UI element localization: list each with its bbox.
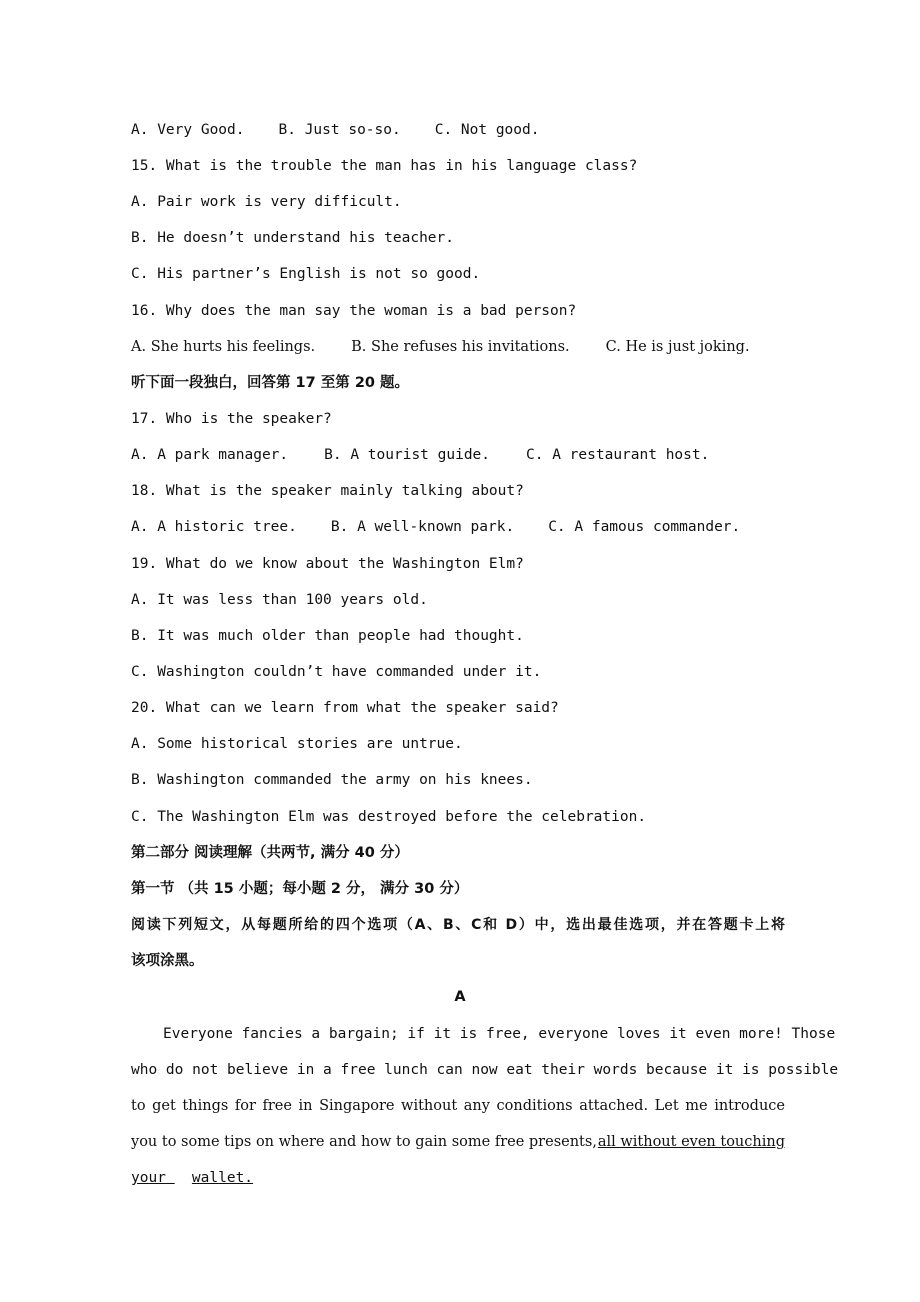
part2-title: 第二部分 阅读理解（共两节, 满分 40 分） bbox=[131, 845, 409, 861]
q15-option-b: B. He doesn’t understand his teacher. bbox=[131, 230, 455, 246]
q19-option-b: B. It was much older than people had thought. bbox=[131, 628, 524, 644]
q15-option-c: C. His partner’s English is not so good. bbox=[131, 266, 481, 282]
underline-blank bbox=[166, 1168, 184, 1188]
q16-options bbox=[131, 337, 750, 357]
q17-options bbox=[131, 445, 709, 465]
passage-underlined-phrase: all without even touching bbox=[597, 1134, 785, 1150]
passage-heading: A bbox=[454, 989, 466, 1005]
q15-question: 15. What is the trouble the man has in his language class? bbox=[131, 158, 638, 174]
q20-question: 20. What can we learn from what the speaker said? bbox=[131, 700, 559, 716]
q20-option-b: B. Washington commanded the army on his knees. bbox=[131, 772, 533, 788]
q18-option-b: B. A well-known park. bbox=[330, 519, 515, 535]
monologue-instruction: 听下面一段独白，回答第 17 至第 20 题。 bbox=[131, 375, 410, 391]
passage-line-2: who do not believe in a free lunch can now eat their words because it is possible bbox=[131, 1062, 839, 1078]
q16-option-c: C. He is just joking. bbox=[605, 339, 750, 355]
passage-line-3: to get things for free in Singapore without any conditions attached. Let me introduce bbox=[131, 1098, 785, 1114]
q19-question: 19. What do we know about the Washington Elm? bbox=[131, 556, 524, 572]
q19-option-c: C. Washington couldn’t have commanded under it. bbox=[131, 664, 542, 680]
passage-line-4 bbox=[131, 1132, 785, 1152]
reading-instruction-line2: 该项涂黑。 bbox=[131, 953, 204, 969]
q17-option-b: B. A tourist guide. bbox=[324, 447, 491, 463]
q14-option-c: C. Not good. bbox=[434, 122, 540, 138]
q20-option-a: A. Some historical stories are untrue. bbox=[131, 736, 463, 752]
q20-option-c: C. The Washington Elm was destroyed before the celebration. bbox=[131, 809, 647, 825]
passage-line-1: Everyone fancies a bargain; if it is free, everyone loves it even more! Those bbox=[163, 1026, 836, 1042]
part2-section1: 第一节 （共 15 小题；每小题 2 分， 满分 30 分） bbox=[131, 881, 469, 897]
passage-underlined-your: your bbox=[131, 1170, 166, 1186]
q14-option-a: A. Very Good. bbox=[131, 122, 245, 138]
q16-question: 16. Why does the man say the woman is a bad person? bbox=[131, 303, 577, 319]
passage-line-4-text: you to some tips on where and how to gain some free presents, bbox=[131, 1134, 597, 1150]
q17-question: 17. Who is the speaker? bbox=[131, 411, 332, 427]
q17-option-c: C. A restaurant host. bbox=[526, 447, 710, 463]
q14-options bbox=[131, 120, 539, 140]
q14-option-b: B. Just so-so. bbox=[278, 122, 401, 138]
q19-option-a: A. It was less than 100 years old. bbox=[131, 592, 428, 608]
q16-option-a: A. She hurts his feelings. bbox=[131, 339, 316, 355]
reading-instruction-line1: 阅读下列短文，从每题所给的四个选项（A、B、C和 D）中，选出最佳选项，并在答题卡上将 bbox=[131, 917, 785, 933]
q18-option-a: A. A historic tree. bbox=[131, 519, 297, 535]
q16-option-b: B. She refuses his invitations. bbox=[351, 339, 570, 355]
passage-line-5 bbox=[131, 1168, 253, 1188]
q15-option-a: A. Pair work is very difficult. bbox=[131, 194, 402, 210]
q18-option-c: C. A famous commander. bbox=[548, 519, 741, 535]
passage-underlined-wallet: wallet. bbox=[191, 1170, 254, 1186]
q17-option-a: A. A park manager. bbox=[131, 447, 289, 463]
q18-options bbox=[131, 517, 740, 537]
q18-question: 18. What is the speaker mainly talking about? bbox=[131, 483, 524, 499]
